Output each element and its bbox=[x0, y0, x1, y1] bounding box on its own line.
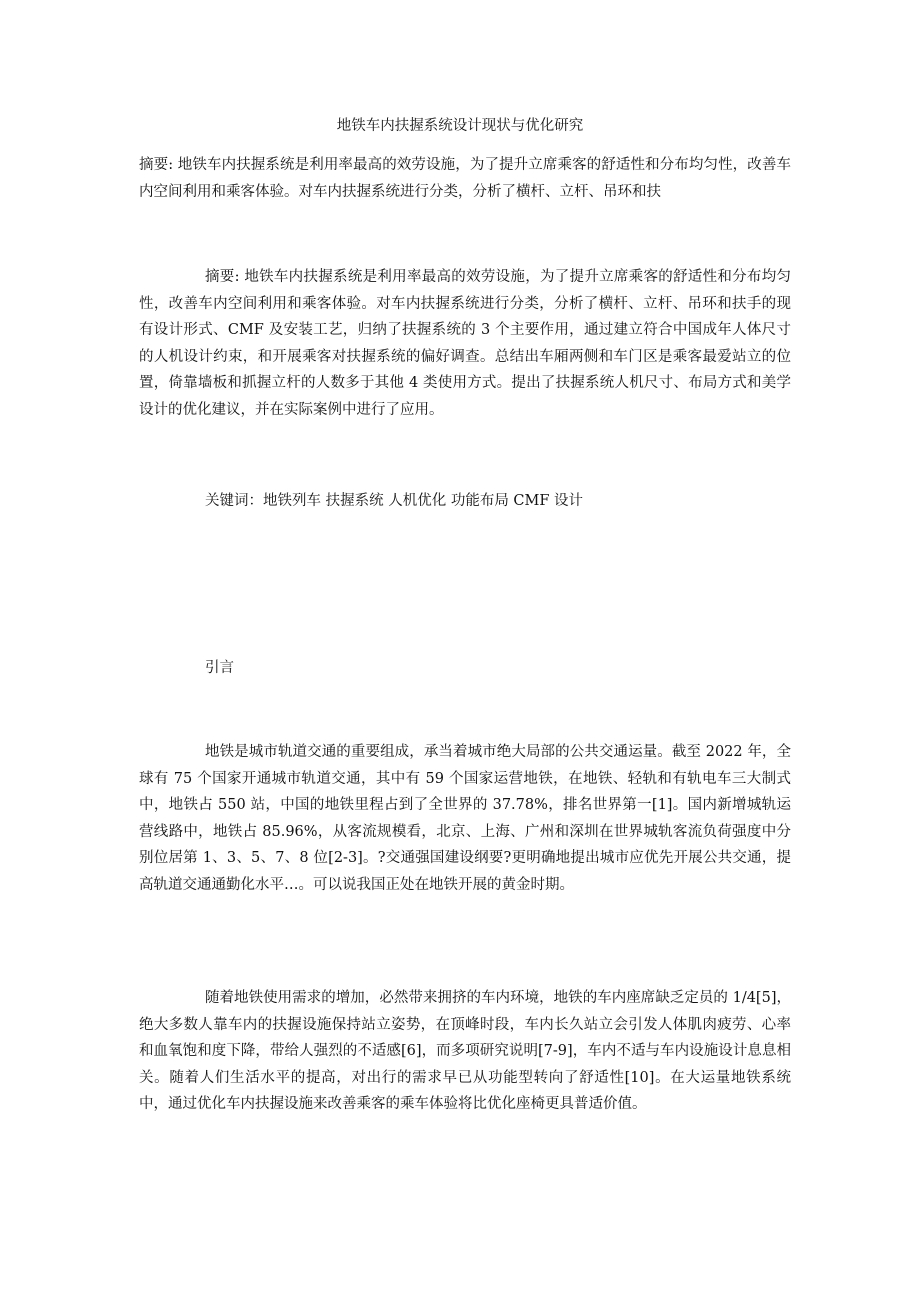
document-title: 地铁车内扶握系统设计现状与优化研究 bbox=[336, 118, 584, 134]
abstract-excerpt: 摘要: 地铁车内扶握系统是利用率最高的效劳设施，为了提升立席乘客的舒适性和分布均匀性，改善车内空间利用和乘客体验。对车内扶握系统进行分类，分析了横杆、立杆、吊环和扶 bbox=[139, 157, 791, 200]
keywords-line: 关键词：地铁列车 扶握系统 人机优化 功能布局 CMF 设计 bbox=[205, 493, 584, 509]
section-heading-introduction: 引言 bbox=[205, 660, 234, 676]
body-paragraph: 随着地铁使用需求的增加，必然带来拥挤的车内环境，地铁的车内座席缺乏定员的 1/4[5]，绝大多数人靠车内的扶握设施保持站立姿势，在顶峰时段，车内长久站立会引发人体肌肉疲劳、心率和血氧饱和度下降，带给人强烈的不适感[6]，而多项研究说明[7-9]，车内不适与车内设施设计息息相关。随着人们生活水平的提高，对出行的需求早已从功能型转向了舒适性[10]。在大运量地铁系统中，通过优化车内扶握设施来改善乘客的乘车体验将比优化座椅更具普适价值。 bbox=[139, 990, 791, 1112]
abstract-paragraph: 摘要: 地铁车内扶握系统是利用率最高的效劳设施，为了提升立席乘客的舒适性和分布均匀性，改善车内空间利用和乘客体验。对车内扶握系统进行分类，分析了横杆、立杆、吊环和扶手的现有设计形式、CMF 及安装工艺，归纳了扶握系统的 3 个主要作用，通过建立符合中国成年人体尺寸的人机设计约束，和开展乘客对扶握系统的偏好调查。总结出车厢两侧和车门区是乘客最爱站立的位置，倚靠墙板和抓握立杆的人数多于其他 4 类使用方式。提出了扶握系统人机尺寸、布局方式和美学设计的优化建议，并在实际案例中进行了应用。 bbox=[139, 269, 791, 418]
body-paragraph: 地铁是城市轨道交通的重要组成，承当着城市绝大局部的公共交通运量。截至 2022 年，全球有 75 个国家开通城市轨道交通，其中有 59 个国家运营地铁，在地铁、轻轨和有轨电车三大制式中，地铁占 550 站，中国的地铁里程占到了全世界的 37.78%，排名世界第一[1]。国内新增城轨运营线路中，地铁占 85.96%，从客流规模看，北京、上海、广州和深圳在世界城轨客流负荷强度中分别位居第 1、3、5、7、8 位[2-3]。?交通强国建设纲要?更明确地提出城市应优先开展公共交通，提高轨道交通通勤化水平…。可以说我国正处在地铁开展的黄金时期。 bbox=[139, 744, 791, 893]
